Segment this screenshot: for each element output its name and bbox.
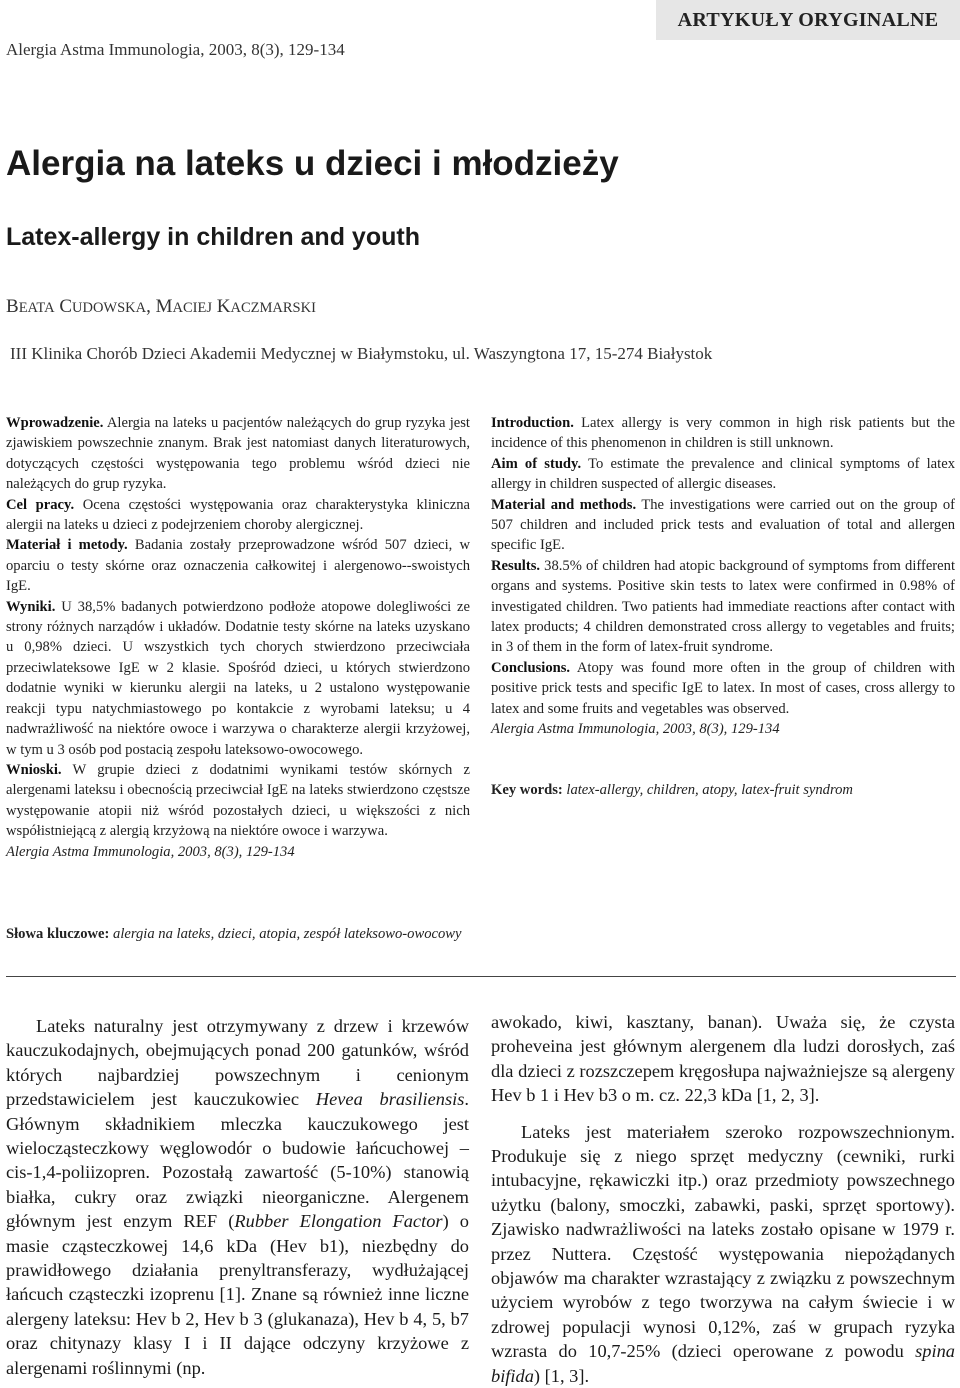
section-label: ARTYKUŁY ORYGINALNE (656, 0, 960, 40)
body-column-left (6, 1014, 469, 1380)
authors: BEATA CUDOWSKA, MACIEJ KACZMARSKI (6, 296, 316, 317)
affiliation: III Klinika Chorób Dzieci Akademii Medycznej w Białymstoku, ul. Waszyngtona 17, 15-274 Białystok (10, 344, 713, 363)
abstract-pl-intro: Wprowadzenie. Alergia na lateks u pacjentów należących do grup ryzyka jest zjawiskiem powszechnie znanym. Brak jest natomiast danych literaturowych, dotyczących częstości występowania tego problemu wśród dzieci nie należących do grup ryzyka. (6, 415, 470, 493)
abstract-en-aim: Aim of study. To estimate the prevalence and clinical symptoms of latex allergy in children suspected of allergic diseases. (491, 455, 955, 493)
body-column-right (491, 1010, 955, 1388)
abstract-en-conclusions: Conclusions. Atopy was found more often in the group of children with positive prick tests and specific IgE to latex. In most of cases, cross allergy to latex and some fruits and vegetables was observed. (491, 659, 955, 717)
article-title-pl: Alergia na lateks u dzieci i młodzieży (6, 144, 619, 183)
abstract-en-citation: Alergia Astma Immunologia, 2003, 8(3), 129-134 (491, 721, 780, 738)
abstract-pl-citation: Alergia Astma Immunologia, 2003, 8(3), 129-134 (6, 843, 295, 860)
abstract-en-intro: Introduction. Latex allergy is very common in high risk patients but the incidence of this phenomenon in children is still unknown. (491, 415, 955, 452)
body-paragraph: Lateks jest materiałem szeroko rozpowszechnionym. Produkuje się z niego sprzęt medyczny (cewniki, rurki intubacyjne, rękawiczki itp.) oraz przedmioty powszechnego użytku (balony, smoczki, zabawki, paski, sprzęt sportowy). Zjawisko nadwrażliwości na lateks zostało opisane w 1979 r. przez Nuttera. Częstość występowania niepożądanych objawów ma charakter wzrastający z związku z powszechnym użyciem wyrobów z tego tworzywa na całym świecie i w zdrowej populacji wynosi 0,12%, zaś w grupach ryzyka wzrasta do 10,7-25% (dzieci operowane z powodu spina bifida) [1, 3]. (491, 1121, 955, 1386)
abstract-pl (6, 413, 470, 862)
abstract-en-methods: Material and methods. The investigations were carried out on the group of 507 children and included prick tests and evaluation of total and allergen specific IgE. (491, 496, 955, 554)
abstract-pl-methods: Materiał i metody. Badania zostały przeprowadzone wśród 507 dzieci, w oparciu o testy skórne oraz oznaczenia całkowitej i alergenowo--swoistych IgE. (6, 537, 470, 595)
article-title-en: Latex-allergy in children and youth (6, 223, 420, 251)
abstract-pl-aim: Cel pracy. Ocena częstości występowania oraz charakterystyka kliniczna alergii na lateks u dzieci z podejrzeniem choroby alergicznej. (6, 496, 470, 534)
abstract-en-results: Results. 38.5% of children had atopic background of symptoms from different organs and systems. Positive skin tests to latex were confirmed in 0.98% of investigated children. Two patients had immediate reactions after contact with latex products; 4 children demonstrated cross allergy to vegetables and fruits; in 3 of them in the form of latex-fruit syndrome. (491, 557, 955, 656)
journal-citation: Alergia Astma Immunologia, 2003, 8(3), 129-134 (6, 40, 345, 59)
keywords-en: Key words: latex-allergy, children, atopy, latex-fruit syndrom (491, 782, 853, 798)
abstract-pl-results: Wyniki. U 38,5% badanych potwierdzono podłoże atopowe dolegliwości ze strony różnych narządów i układów. Dodatnie testy skórne na lateks uzyskano u 0,98% dzieci. U wszystkich tych chorych stwierdzono przeciwciała przeciwlateksowe IgE w 2 klasie. Spośród dzieci, u których stwierdzono dodatnie wyniki w kierunku alergii na lateks, u 2 ustalono występowanie reakcji typu natychmiastowego po kontakcie z wyrobami lateksu; u 4 nadwrażliwość na niektóre owoce i warzywa o charakterze alergii krzyżowej, w tym u 3 osób pod postacią zespołu lateksowo-owocowego. (6, 598, 470, 758)
body-paragraph: Lateks naturalny jest otrzymywany z drzew i krzewów kauczukodajnych, obejmujących ponad 200 gatunków, wśród których najbardziej powszechnym i cenionym przedstawicielem jest kauczukowiec Hevea brasiliensis. Głównym składnikiem mleczka kauczukowego jest wielocząsteczkowy węglowodór o budowie łańcuchowej – cis-1,4-poliizopren. Pozostałą zawartość (5-10%) stanowią białka, cukry oraz związki nieorganiczne. Alergenem głównym jest enzym REF (Rubber Elongation Factor) o masie cząsteczkowej 14,6 kDa (Hev b1), niezbędny do prawidłowego działania prenyltransferazy, wydłużającej łańcuch cząsteczki izoprenu [1]. Znane są również inne liczne alergeny lateksu: Hev b 2, Hev b 3 (glukanaza), Hev b 4, 5, b7 oraz chitynazy klasy I i II dające odczyny krzyżowe z alergenami roślinnymi (np. (6, 1016, 470, 1378)
abstract-en (491, 413, 955, 740)
abstract-pl-conclusions: Wnioski. W grupie dzieci z dodatnimi wynikami testów skórnych z alergenami lateksu i obecnością przeciwciał IgE na lateks stwierdzono częstsze występowanie atopii niż wśród pozostałych dzieci, u większości z nich współistniejącą z alergią krzyżową na niektóre owoce i warzywa. (6, 761, 470, 840)
keywords-pl: Słowa kluczowe: alergia na lateks, dzieci, atopia, zespół lateksowo-owocowy (6, 926, 462, 942)
section-divider (6, 976, 956, 977)
body-paragraph: awokado, kiwi, kasztany, banan). Uważa się, że czysta proheveina jest głównym alergenem dla ludzi dorosłych, zaś dla dzieci z rozszczepem kręgosłupa najważniejsze są alergeny Hev b 1 i Hev b3 o m. cz. 22,3 kDa [1, 2, 3]. (491, 1012, 955, 1106)
